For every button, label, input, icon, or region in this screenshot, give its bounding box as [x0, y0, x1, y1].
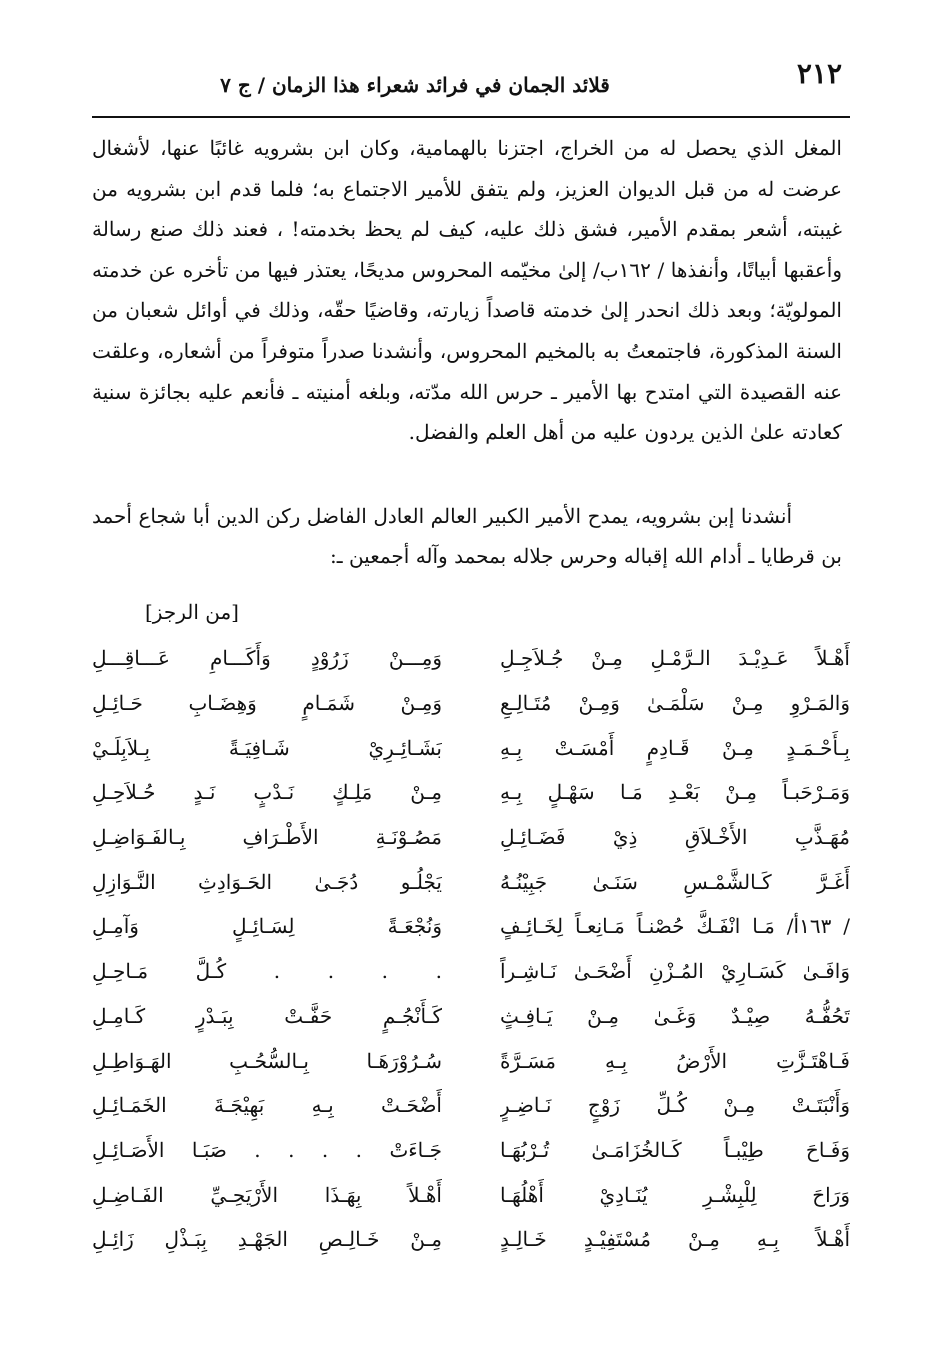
prose-paragraph	[92, 128, 842, 453]
poem-introduction	[92, 496, 842, 576]
first-hemistich: وَافَـىٰ كَسَـارِيْ المُـزْنِ أَضْحَـىٰ نَـاشِـراً	[500, 959, 850, 984]
header-divider	[92, 116, 850, 118]
second-hemistich: جَـاءَتْ . . . . صَبَـا الأَصَـائِـلِ	[92, 1137, 442, 1162]
poem-meter-label: [من الرجز]	[145, 600, 239, 624]
second-hemistich: أَهْـلاً بِهَـذَا الأَرْيَحِـيِّ الفَـاضِـلِ	[92, 1182, 442, 1207]
second-hemistich: كَـأَنْجُـمٍ حَفَّـتْ بِبَـدْرٍ كَـامِـلِ	[92, 1003, 442, 1028]
running-title: قلائد الجمان في فرائد شعراء هذا الزمان / ج ٧	[220, 73, 610, 97]
second-hemistich: مِـنْ مَلِـكٍ نَـدْبٍ نَـدٍ حُـلاَحِـلِ	[92, 780, 442, 805]
second-hemistich: أَضْحَـتْ بِـهِ بَهِيْجَـةَ الخَمَـائِـلِ	[92, 1093, 442, 1118]
first-hemistich: أَهْـلاً بِـهِ مِـنْ مُسْتَفِيْـدٍ خَـالِـدٍ	[500, 1227, 850, 1252]
first-hemistich: وَأَنْبَتَـتْ مِـنْ كُـلِّ زَوْجٍ نَـاضِـرٍ	[500, 1093, 850, 1118]
verse-row	[92, 859, 850, 904]
verse-row	[92, 681, 850, 726]
second-hemistich: وَنُجْعَـةً لِسَـائِـلٍ وَآمِـلِ	[92, 914, 442, 939]
first-hemistich: وَمَـرْحَبـاً مِـنْ بَعْـدِ مَـا سَهْـلٍ بِـهِ	[500, 780, 850, 805]
second-hemistich: وَمِـنْ شَمَـامٍ وَهِضَـابِ حَـائِـلِ	[92, 691, 442, 716]
poem-verses	[92, 636, 850, 1262]
first-hemistich: وَالمَـرْوِ مِـنْ سَلْمَـىٰ وَمِـنْ مُتَـالِـعِ	[500, 691, 850, 716]
verse-row	[92, 1217, 850, 1262]
poem-introduction-text: أنشدنا إبن بشرويه، يمدح الأمير الكبير العالم العادل الفاضل ركن الدين أبا شجاع أحمد بن قرطايا ـ أدام الله إقباله وحرس جلاله بمحمد وآله أجمعين ـ:	[92, 504, 842, 568]
verse-row	[92, 949, 850, 994]
verse-row	[92, 1083, 850, 1128]
second-hemistich: يَجْلُـو دُجَـىٰ الحَـوَادِثِ النَّـوَازِلِ	[92, 869, 442, 894]
first-hemistich: مُهَـذَّبِ الأَخْـلاَقِ ذِيْ فَضَـائِـلِ	[500, 825, 850, 850]
first-hemistich: أَهْـلاً عَـدِيْـدَ الـرَّمْـلِ مِـنْ جُـلاَجِـلِ	[500, 646, 850, 671]
second-hemistich: وَمِـــنْ زَرُوْدٍ وَأَكَـــامِ عَـــاقِـــلِ	[92, 646, 442, 671]
verse-row	[92, 1038, 850, 1083]
first-hemistich: وَفَـاحَ طِيْبـاً كَـالخُزَامَـىٰ تُـرْبُهَـا	[500, 1137, 850, 1162]
verse-row	[92, 994, 850, 1039]
first-hemistich: أَغَـرَّ كَـالشَّمْـسِ سَنَـىٰ جَبِيْنُـهُ	[500, 869, 850, 894]
prose-paragraph-text: المغل الذي يحصل له من الخراج، اجتزنا بالهمامية، وكان ابن بشرويه غائبًا عنها، لأشغال عرضت له من قبل الديوان العزيز، ولم يتفق للأمير الاجتماع به؛ فلما قدم ابن بشرويه من غيبته، أشعر بمقدم الأمير، فشق ذلك عليه، كيف لم يحظ بخدمته! ، فعند ذلك صنع رسالة وأعقبها أبياتًا، وأنفذها / ١٦٢ب/ إلىٰ مخيّمه المحروس مديحًا، يعتذر فيها من تأخره عن خدمته المولويّة؛ وبعد ذلك انحدر إلىٰ خدمته قاصداً زيارته، وقاضيًا حقّه، وذلك في أوائل شعبان من السنة المذكورة، فاجتمعتُ به بالمخيم المحروس، وأنشدنا صدراً متوفراً من أشعاره، وعلقت عنه القصيدة التي امتدح بها الأمير ـ حرس الله مدّته، وبلغه أمنيته ـ فأنعم عليه بجائزة سنية كعادته علىٰ الذين يردون عليه من أهل العلم والفضل.	[92, 136, 843, 445]
second-hemistich: . . . . كُـلَّ مَـاحِـلِ	[92, 959, 442, 984]
first-hemistich: تَحُفُّـهُ صِيْـدٌ وَغَـىٰ مِـنْ يَـافِـثٍ	[500, 1003, 850, 1028]
first-hemistich: وَرَاحَ لِلْبِشْـرِ يُنَـادِيْ أَهْلُهَـا	[500, 1182, 850, 1207]
page-number: ٢١٢	[796, 57, 842, 90]
second-hemistich: مِـنْ خَـالِـصِ الجَهْـدِ بِبَـذْلِ زَائِـلِ	[92, 1227, 442, 1252]
first-hemistich: / ١٦٣أ/ مَـا انْفَـكَّ حُصْنـاً مَـانِعـاً لِخَـائِـفٍ	[500, 914, 850, 939]
second-hemistich: مَصُـوْنَـةِ الأَطْـرَافِ بِـالفَـوَاضِـلِ	[92, 825, 442, 850]
verse-row	[92, 1128, 850, 1173]
verse-row	[92, 815, 850, 860]
verse-row	[92, 770, 850, 815]
second-hemistich: بَشَـائِـرِيْ شَـافِيَـةً بِـلاَبِلَـيْ	[92, 735, 442, 760]
verse-row	[92, 1172, 850, 1217]
first-hemistich: بِـأَحْـمَـدٍ مِـنْ قَـادِمٍ أَمْسَـتْ بِـهِ	[500, 735, 850, 760]
second-hemistich: سُـرُوْرَهَـا بِـالسُّحُـبِ الهَـوَاطِـلِ	[92, 1048, 442, 1073]
first-hemistich: فَـاهْتَـزَّتِ الأَرْضُ بِـهِ مَسَـرَّةً	[500, 1048, 850, 1073]
verse-row	[92, 636, 850, 681]
verse-row	[92, 725, 850, 770]
verse-row	[92, 904, 850, 949]
